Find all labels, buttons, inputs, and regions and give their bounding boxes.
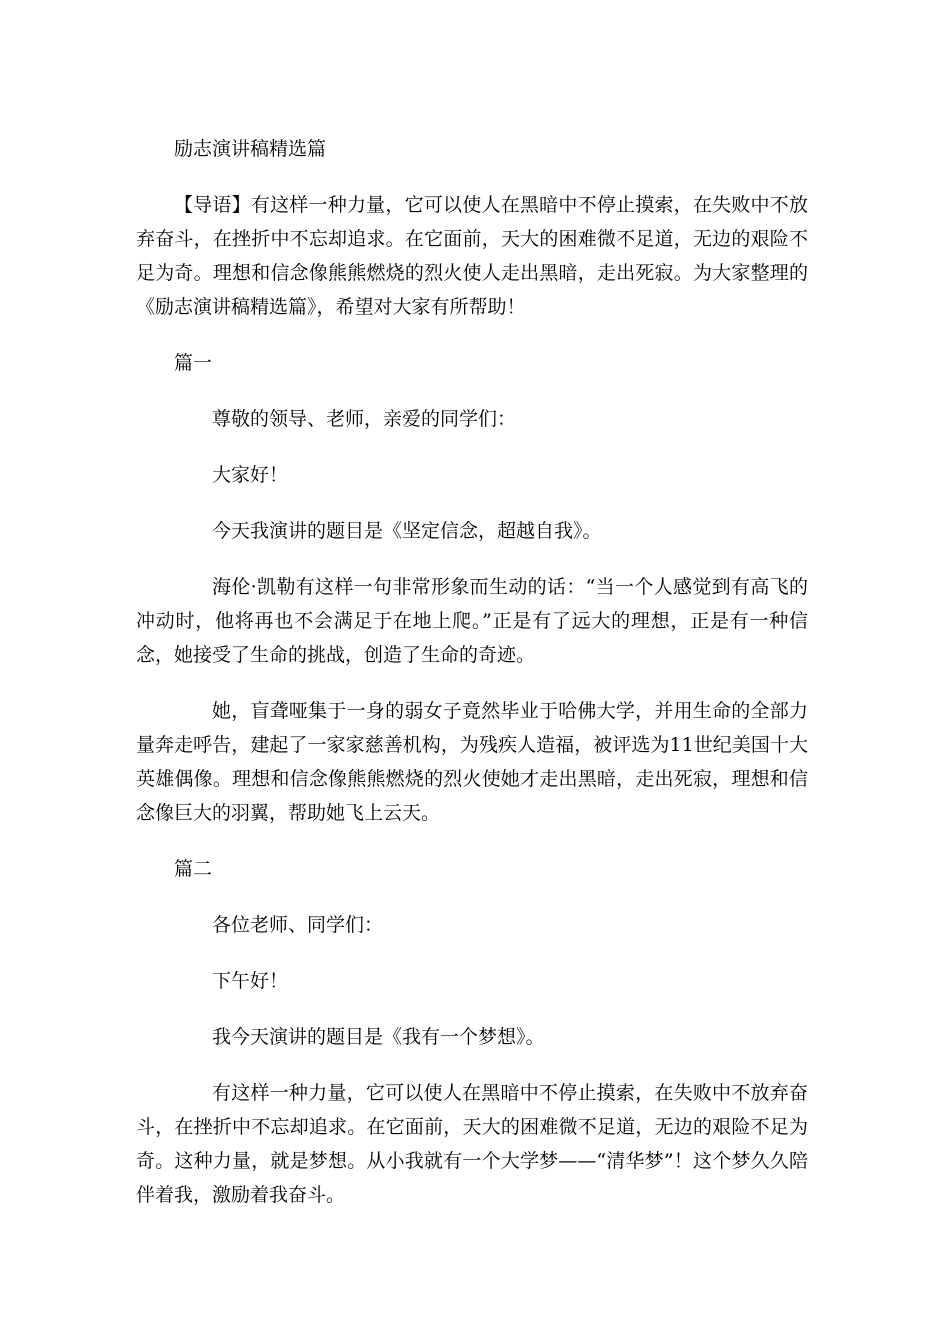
section-2-salutation: 各位老师、同学们：	[212, 914, 384, 936]
section-1-paragraph-2: 她，盲聋哑集于一身的弱女子竟然毕业于哈佛大学，并用生命的全部力量奔走呼告，建起了一家家慈善机构，为残疾人造福，被评选为11世纪美国十大英雄偶像。理想和信念像熊熊燃烧的烈火使她才走出黑暗，走出死寂，理想和信念像巨大的羽翼，帮助她飞上云天。	[136, 700, 808, 824]
section-2-topic: 我今天演讲的题目是《我有一个梦想》。	[212, 1026, 545, 1048]
section-1-greeting: 大家好！	[212, 464, 289, 486]
intro-paragraph: 【导语】有这样一种力量，它可以使人在黑暗中不停止摸索，在失败中不放弃奋斗，在挫折中不忘却追求。在它面前，天大的困难微不足道，无边的艰险不足为奇。理想和信念像熊熊燃烧的烈火使人走出黑暗，走出死寂。为大家整理的《励志演讲稿精选篇》，希望对大家有所帮助！	[136, 194, 808, 318]
section-2-paragraph-1: 有这样一种力量，它可以使人在黑暗中不停止摸索，在失败中不放弃奋斗，在挫折中不忘却追求。在它面前，天大的困难微不足道，无边的艰险不足为奇。这种力量，就是梦想。从小我就有一个大学梦——“清华梦”！这个梦久久陪伴着我，激励着我奋斗。	[136, 1082, 808, 1206]
section-2-heading: 篇二	[174, 858, 213, 880]
document-title: 励志演讲稿精选篇	[174, 138, 327, 160]
section-1-salutation: 尊敬的领导、老师，亲爱的同学们：	[212, 408, 517, 430]
section-1-paragraph-1: 海伦·凯勒有这样一句非常形象而生动的话：“当一个人感觉到有高飞的冲动时，他将再也不会满足于在地上爬。”正是有了远大的理想，正是有一种信念，她接受了生命的挑战，创造了生命的奇迹。	[136, 576, 808, 666]
section-2-greeting: 下午好！	[212, 970, 289, 992]
section-1-topic: 今天我演讲的题目是《坚定信念，超越自我》。	[212, 520, 602, 542]
section-1-heading: 篇一	[174, 352, 213, 374]
document-body	[136, 132, 808, 1234]
